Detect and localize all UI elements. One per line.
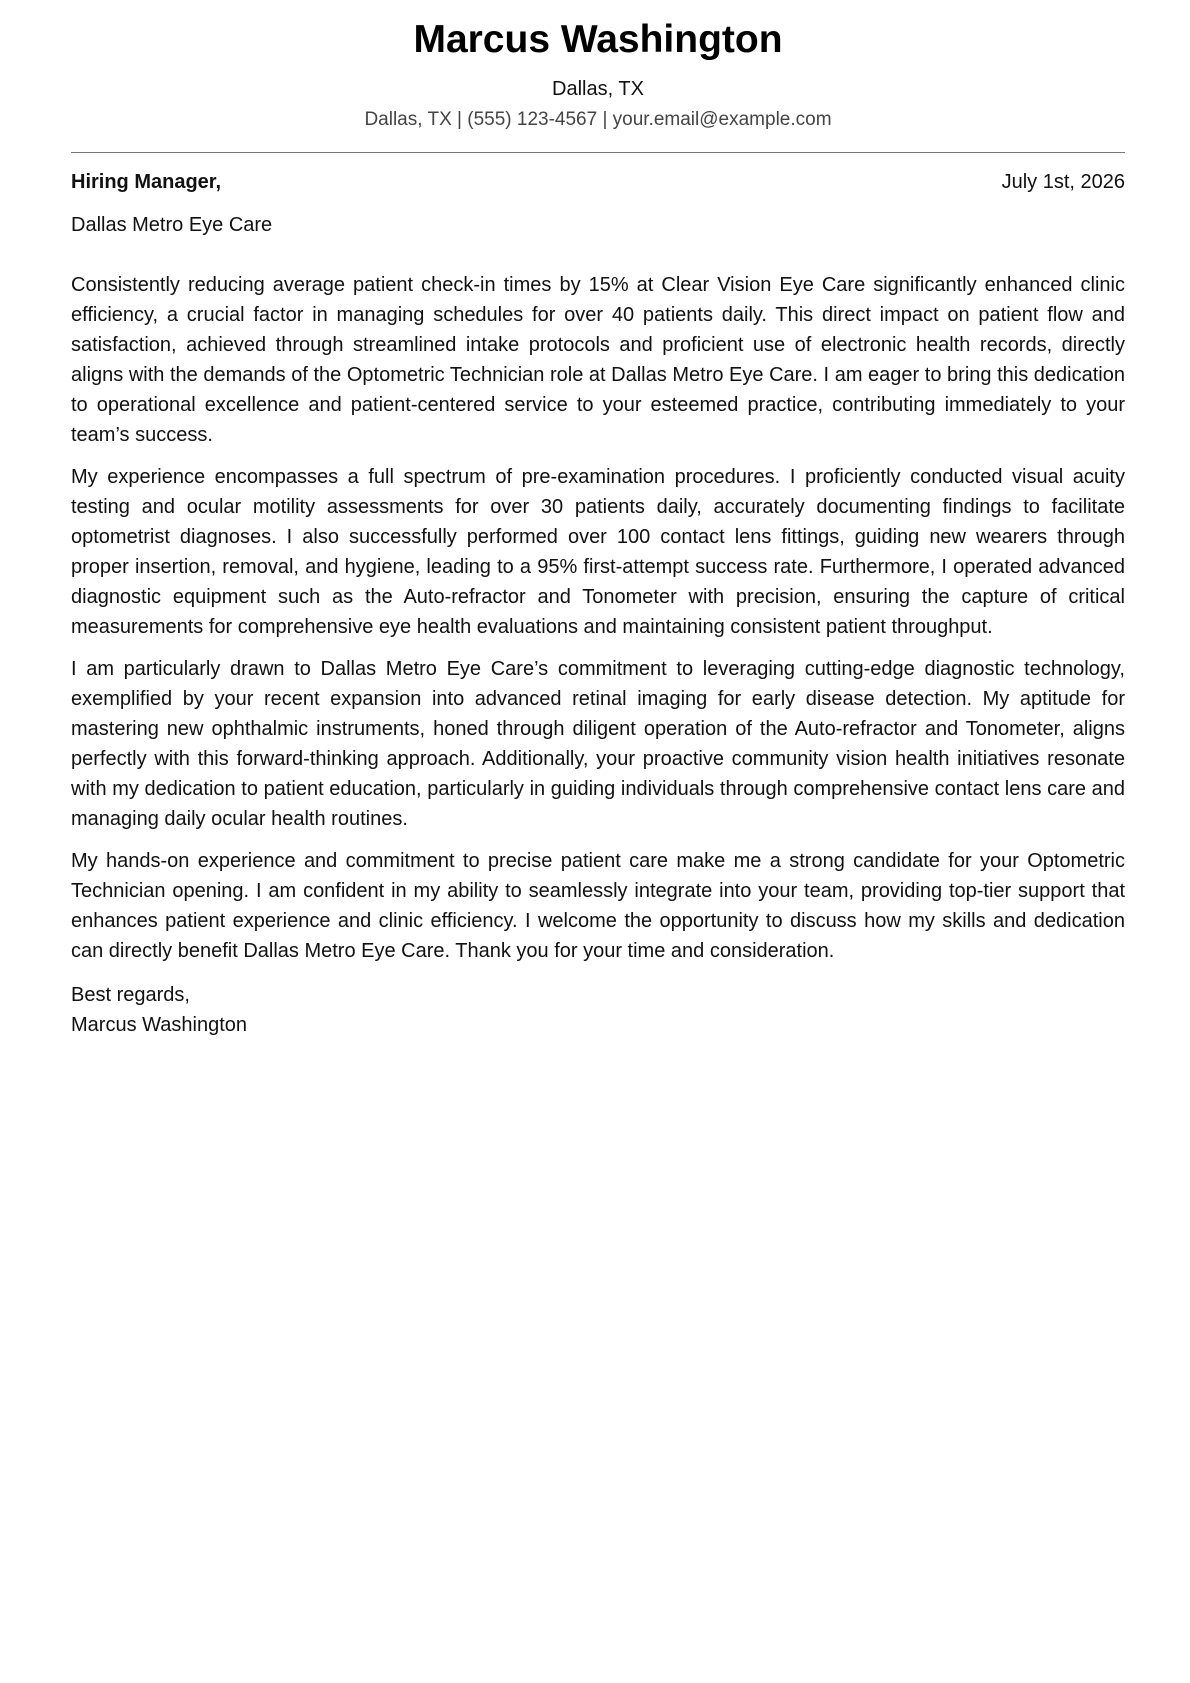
sender-contact-line: Dallas, TX | (555) 123-4567 | your.email@example.com bbox=[364, 109, 832, 130]
letter-closing bbox=[71, 980, 1125, 1040]
sender-location: Dallas, TX bbox=[552, 78, 644, 100]
letter-date: July 1st, 2026 bbox=[1001, 171, 1125, 193]
body-paragraph: Consistently reducing average patient check-in times by 15% at Clear Vision Eye Care significantly enhanced clinic efficiency, a crucial factor in managing schedules for over 40 patients daily. This direct impact on patient flow and satisfaction, achieved through streamlined intake protocols and proficient use of electronic health records, directly aligns with the demands of the Optometric Technician role at Dallas Metro Eye Care. I am eager to bring this dedication to operational excellence and patient-centered service to your esteemed practice, contributing immediately to your team’s success. bbox=[71, 274, 1125, 446]
sender-name: Marcus Washington bbox=[413, 18, 783, 61]
letter-header bbox=[71, 0, 1125, 132]
cover-letter-page bbox=[71, 0, 1125, 1040]
closing-phrase: Best regards, bbox=[71, 984, 190, 1006]
header-divider bbox=[71, 152, 1125, 153]
body-paragraph: I am particularly drawn to Dallas Metro Eye Care’s commitment to leveraging cutting-edge diagnostic technology, exemplified by your recent expansion into advanced retinal imaging for early disease detection. My aptitude for mastering new ophthalmic instruments, honed through diligent operation of the Auto-refractor and Tonometer, aligns perfectly with this forward-thinking approach. Additionally, your proactive community vision health initiatives resonate with my dedication to patient education, particularly in guiding individuals through comprehensive contact lens care and managing daily ocular health routines. bbox=[71, 658, 1125, 830]
recipient-company: Dallas Metro Eye Care bbox=[71, 214, 273, 236]
letter-body bbox=[71, 270, 1125, 966]
signature-name: Marcus Washington bbox=[71, 1014, 247, 1036]
body-paragraph: My experience encompasses a full spectrum of pre-examination procedures. I proficiently conducted visual acuity testing and ocular motility assessments for over 30 patients daily, accurately documenting findings to facilitate optometrist diagnoses. I also successfully performed over 100 contact lens fittings, guiding new wearers through proper insertion, removal, and hygiene, leading to a 95% first-attempt success rate. Furthermore, I operated advanced diagnostic equipment such as the Auto-refractor and Tonometer with precision, ensuring the capture of critical measurements for comprehensive eye health evaluations and maintaining consistent patient throughput. bbox=[71, 466, 1125, 638]
recipient-date-row bbox=[71, 168, 1125, 196]
recipient-salutation: Hiring Manager, bbox=[71, 171, 222, 193]
body-paragraph: My hands-on experience and commitment to precise patient care make me a strong candidate for your Optometric Technician opening. I am confident in my ability to seamlessly integrate into your team, providing top-tier support that enhances patient experience and clinic efficiency. I welcome the opportunity to discuss how my skills and dedication can directly benefit Dallas Metro Eye Care. Thank you for your time and consideration. bbox=[71, 850, 1125, 962]
